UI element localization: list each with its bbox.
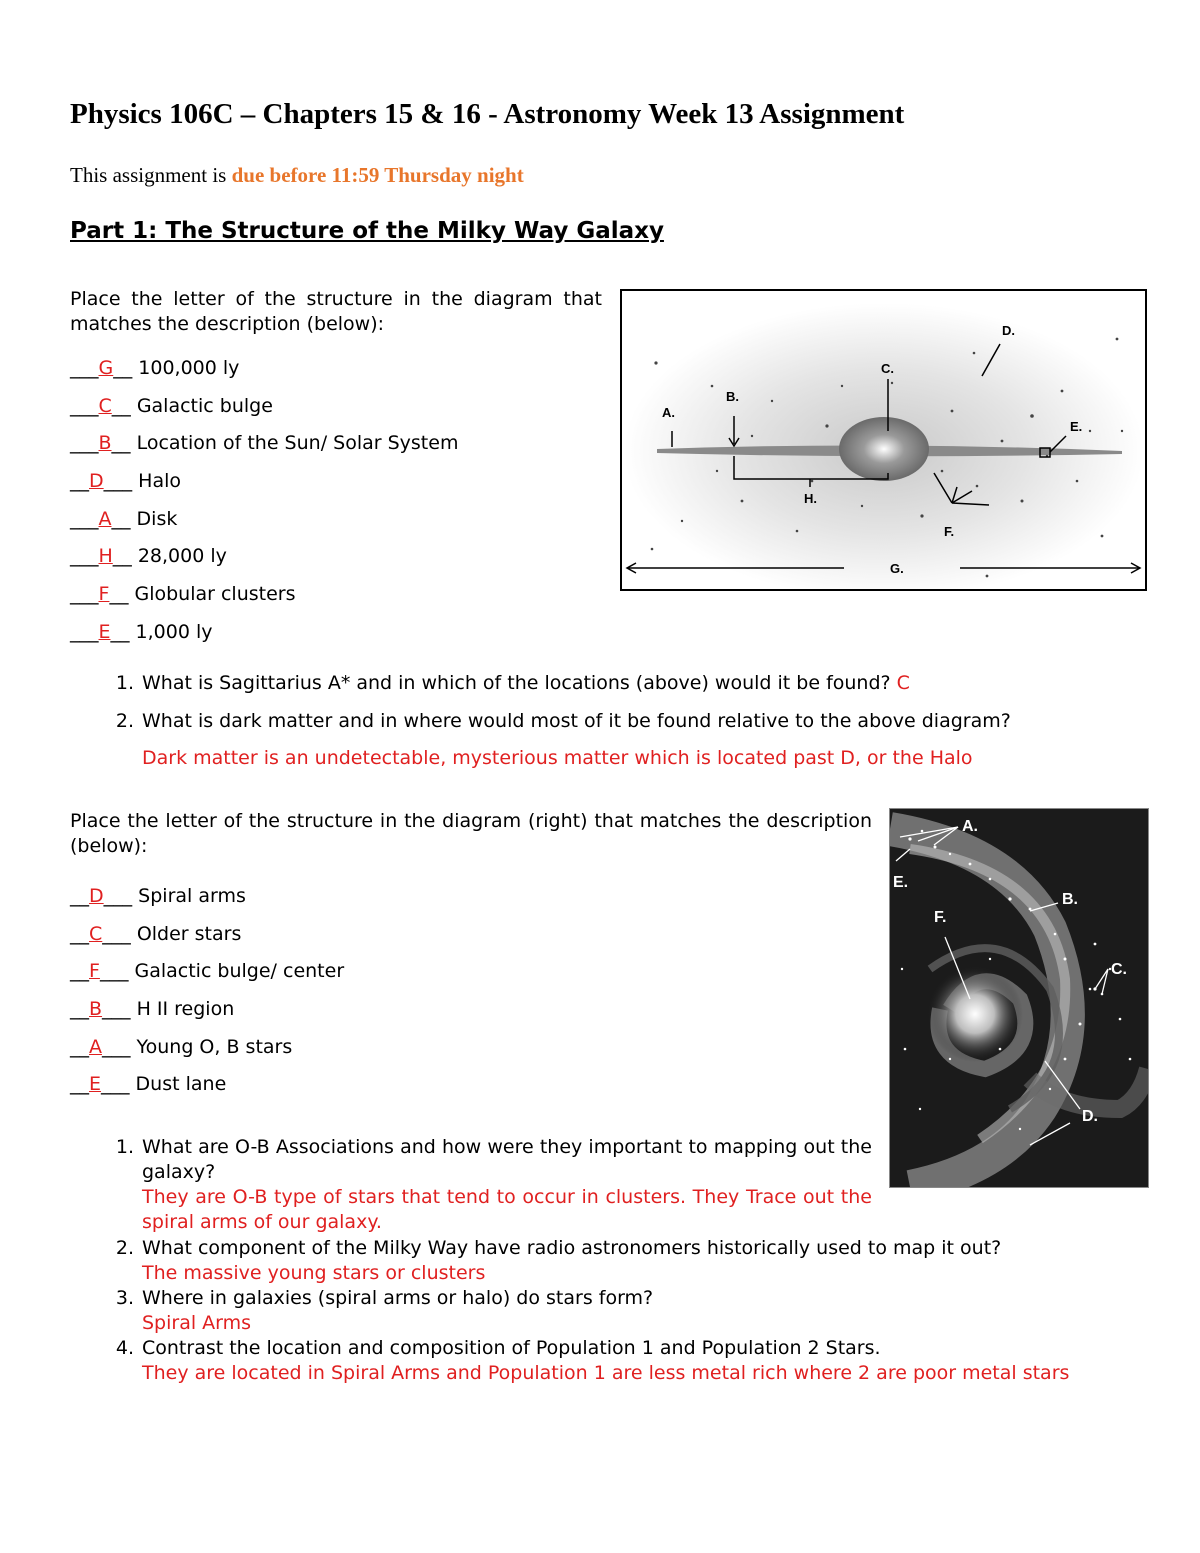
answer-letter: G (98, 357, 114, 379)
match-item: __D___ Spiral arms (70, 885, 246, 907)
answer-letter: F (89, 960, 100, 982)
match-item: __C___ Older stars (70, 923, 242, 945)
diagram-label-g: G. (890, 561, 904, 576)
answer-text: Spiral Arms (142, 1312, 252, 1334)
document-title: Physics 106C – Chapters 15 & 16 - Astronomy Week 13 Assignment (70, 98, 905, 130)
match-description: Disk (130, 508, 178, 530)
match-item: __A___ Young O, B stars (70, 1036, 293, 1058)
spiral-galaxy-image (890, 809, 1148, 1187)
match-item: ___H__ 28,000 ly (70, 545, 227, 567)
diagram-label-h: H. (804, 491, 817, 506)
diagram-label-c: C. (881, 361, 894, 376)
answer-text: They are O-B type of stars that tend to occur in clusters. They Trace out the spiral arms of our galaxy. (142, 1186, 872, 1233)
answer-text: Dark matter is an undetectable, mysterious matter which is located past D, or the Halo (142, 747, 973, 769)
milky-way-edge-on-diagram (620, 289, 1147, 591)
answer-letter: B (89, 998, 103, 1020)
answer-text: They are located in Spiral Arms and Population 1 are less metal rich where 2 are poor metal stars (142, 1362, 1070, 1384)
match-item: __D___ Halo (70, 470, 182, 492)
diagram-label-f: F. (944, 524, 955, 539)
match-item: ___E__ 1,000 ly (70, 621, 213, 643)
match-description: Location of the Sun/ Solar System (130, 432, 459, 454)
match-item: ___B__ Location of the Sun/ Solar System (70, 432, 459, 454)
match-description: Globular clusters (128, 583, 296, 605)
match-item: __B___ H II region (70, 998, 235, 1020)
diagram-label-e: E. (1070, 419, 1083, 434)
spiral-label-b: B. (1062, 891, 1078, 908)
question-text: What is dark matter and in where would most of it be found relative to the above diagram? (142, 710, 1011, 732)
answer-letter: D (89, 470, 104, 492)
answer-letter: F (98, 583, 110, 605)
question-text: Contrast the location and composition of Population 1 and Population 2 Stars. (142, 1337, 881, 1359)
match-description: Young O, B stars (130, 1036, 293, 1058)
match-description: 100,000 ly (132, 357, 240, 379)
answer-letter: B (98, 432, 112, 454)
match-item: ___G__ 100,000 ly (70, 357, 240, 379)
match-description: Galactic bulge/ center (128, 960, 345, 982)
match-description: Spiral arms (132, 885, 246, 907)
answer-letter: H (98, 545, 113, 567)
question-text: What are O-B Associations and how were they important to mapping out the galaxy? (142, 1136, 872, 1183)
instructions-2: Place the letter of the structure in the diagram (right) that matches the description (below): (70, 810, 872, 857)
answer-letter: E (98, 621, 111, 643)
due-emphasis: due before 11:59 Thursday night (231, 163, 524, 187)
edge-on-galaxy-image (622, 291, 1145, 589)
match-description: Galactic bulge (130, 395, 273, 417)
answer-letter: A (89, 1036, 102, 1058)
question-2b: 2. What component of the Milky Way have radio astronomers historically used to map it out? The massive young stars or clusters (142, 1236, 1142, 1286)
question-4b: 4. Contrast the location and composition of Population 1 and Population 2 Stars. They are located in Spiral Arms and Population 1 are less metal rich where 2 are poor metal stars (142, 1336, 1072, 1386)
due-line (70, 163, 524, 188)
diagram-label-d: D. (1002, 323, 1015, 338)
match-description: 28,000 ly (131, 545, 227, 567)
diagram-label-a: A. (662, 405, 675, 420)
answer-letter: E (89, 1073, 102, 1095)
diagram-label-b: B. (726, 389, 739, 404)
question-text: What is Sagittarius A* and in which of the locations (above) would it be found? (142, 672, 891, 694)
question-3b: 3. Where in galaxies (spiral arms or halo) do stars form? Spiral Arms (142, 1286, 1142, 1336)
due-prefix: This assignment is (70, 163, 232, 187)
answer-letter: C (89, 923, 103, 945)
spiral-label-a: A. (962, 818, 978, 835)
match-description: Dust lane (129, 1073, 227, 1095)
spiral-label-e: E. (893, 874, 909, 891)
spiral-label-f: F. (934, 909, 947, 926)
answer-text: The massive young stars or clusters (142, 1262, 486, 1284)
answer-letter: C (98, 395, 112, 417)
question-text: What component of the Milky Way have radio astronomers historically used to map it out? (142, 1237, 1002, 1259)
match-description: H II region (130, 998, 235, 1020)
match-item: ___F__ Globular clusters (70, 583, 296, 605)
question-text: Where in galaxies (spiral arms or halo) do stars form? (142, 1287, 654, 1309)
answer-text: C (896, 672, 910, 694)
match-description: Older stars (130, 923, 242, 945)
match-item: ___C__ Galactic bulge (70, 395, 273, 417)
match-description: Halo (132, 470, 182, 492)
spiral-label-d: D. (1082, 1108, 1098, 1125)
match-description: 1,000 ly (129, 621, 213, 643)
spiral-label-c: C. (1111, 961, 1127, 978)
match-item: __F___ Galactic bulge/ center (70, 960, 345, 982)
question-2a: 2. What is dark matter and in where would most of it be found relative to the above diagram? Dark matter is an undetectable, mysterious matter which is located past D, or the Halo (142, 709, 1142, 771)
spiral-galaxy-diagram (889, 808, 1149, 1188)
instructions-1: Place the letter of the structure in the diagram that matches the description (below): (70, 288, 602, 335)
answer-letter: A (98, 508, 112, 530)
match-item: __E___ Dust lane (70, 1073, 227, 1095)
question-1a: 1. What is Sagittarius A* and in which of the locations (above) would it be found? C (115, 672, 910, 694)
part1-heading: Part 1: The Structure of the Milky Way Galaxy (70, 218, 664, 244)
match-item: ___A__ Disk (70, 508, 178, 530)
answer-letter: D (89, 885, 104, 907)
question-1b: 1. What are O-B Associations and how were they important to mapping out the galaxy? They are O-B type of stars that tend to occur in clusters. They Trace out the spiral arms of our galaxy. (115, 1136, 872, 1233)
